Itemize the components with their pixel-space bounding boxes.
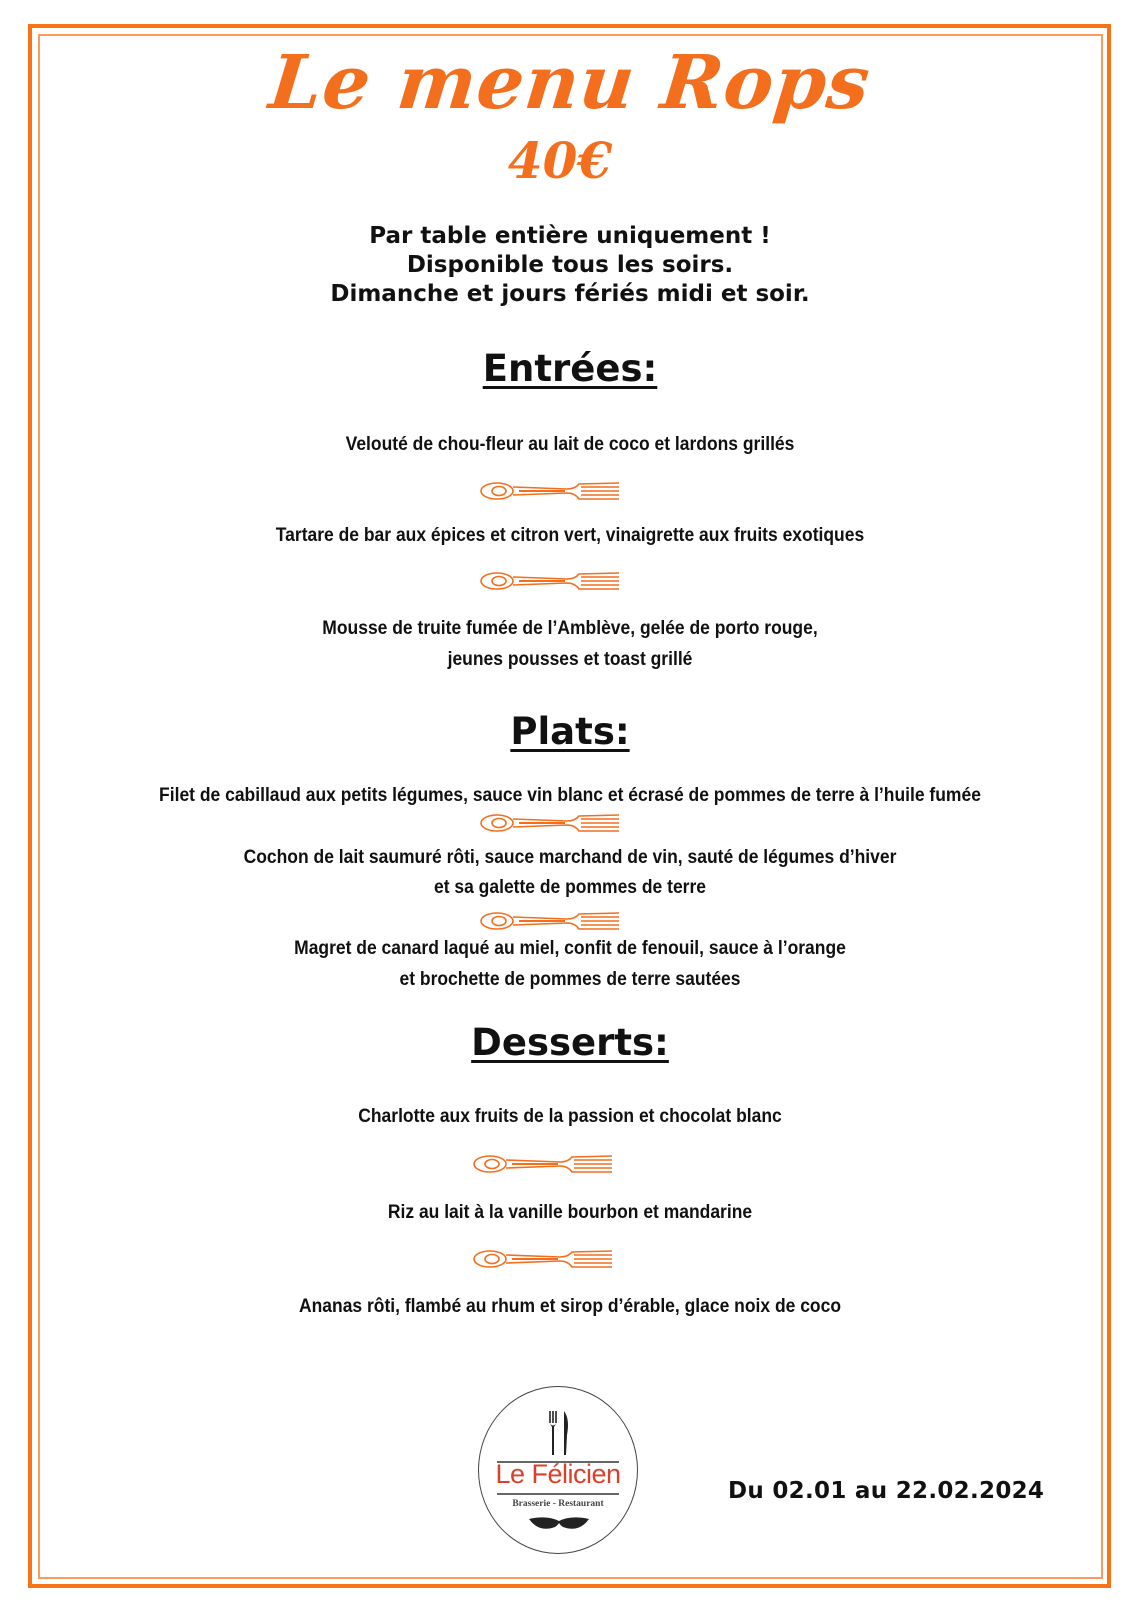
- menu-item: jeunes pousses et toast grillé: [447, 649, 693, 670]
- menu-price: 40€: [507, 131, 613, 190]
- logo-tagline: Brasserie - Restaurant: [512, 1499, 604, 1509]
- menu-item: Riz au lait à la vanille bourbon et mandarine: [387, 1202, 753, 1223]
- fork-knife-icon: [544, 1409, 574, 1457]
- menu-item: Filet de cabillaud aux petits légumes, sauce vin blanc et écrasé de pommes de terre à l’huile fumée: [159, 785, 981, 806]
- fork-icon: [472, 1248, 614, 1270]
- menu-title: Le menu Rops: [265, 40, 875, 126]
- menu-item: Ananas rôti, flambé au rhum et sirop d’érable, glace noix de coco: [298, 1296, 842, 1317]
- section-heading-desserts: Desserts:: [471, 1021, 669, 1064]
- logo-divider: [497, 1493, 619, 1495]
- logo-brand: Le Félicien: [495, 1459, 621, 1489]
- note-line: Par table entière uniquement !: [369, 223, 771, 249]
- note-line: Disponible tous les soirs.: [406, 252, 734, 278]
- restaurant-logo: [478, 1386, 638, 1554]
- fork-icon: [479, 480, 621, 502]
- section-heading-entrees: Entrées:: [482, 347, 658, 390]
- menu-item: Cochon de lait saumuré rôti, sauce marchand de vin, sauté de légumes d’hiver: [243, 847, 897, 868]
- menu-item: Charlotte aux fruits de la passion et chocolat blanc: [358, 1106, 782, 1127]
- menu-item: et brochette de pommes de terre sautées: [399, 969, 741, 990]
- note-line: Dimanche et jours fériés midi et soir.: [330, 281, 810, 307]
- menu-item: et sa galette de pommes de terre: [433, 877, 707, 898]
- mustache-icon: [527, 1513, 591, 1533]
- menu-item: Tartare de bar aux épices et citron vert, vinaigrette aux fruits exotiques: [275, 525, 865, 546]
- validity-dates: Du 02.01 au 22.02.2024: [728, 1478, 1045, 1504]
- menu-item: Mousse de truite fumée de l’Amblève, gelée de porto rouge,: [322, 618, 818, 639]
- fork-icon: [479, 570, 621, 592]
- fork-icon: [479, 812, 621, 834]
- menu-item: Magret de canard laqué au miel, confit de fenouil, sauce à l’orange: [294, 938, 846, 959]
- section-heading-plats: Plats:: [510, 710, 630, 753]
- fork-icon: [472, 1153, 614, 1175]
- menu-item: Velouté de chou-fleur au lait de coco et lardons grillés: [345, 434, 795, 455]
- fork-icon: [479, 910, 621, 932]
